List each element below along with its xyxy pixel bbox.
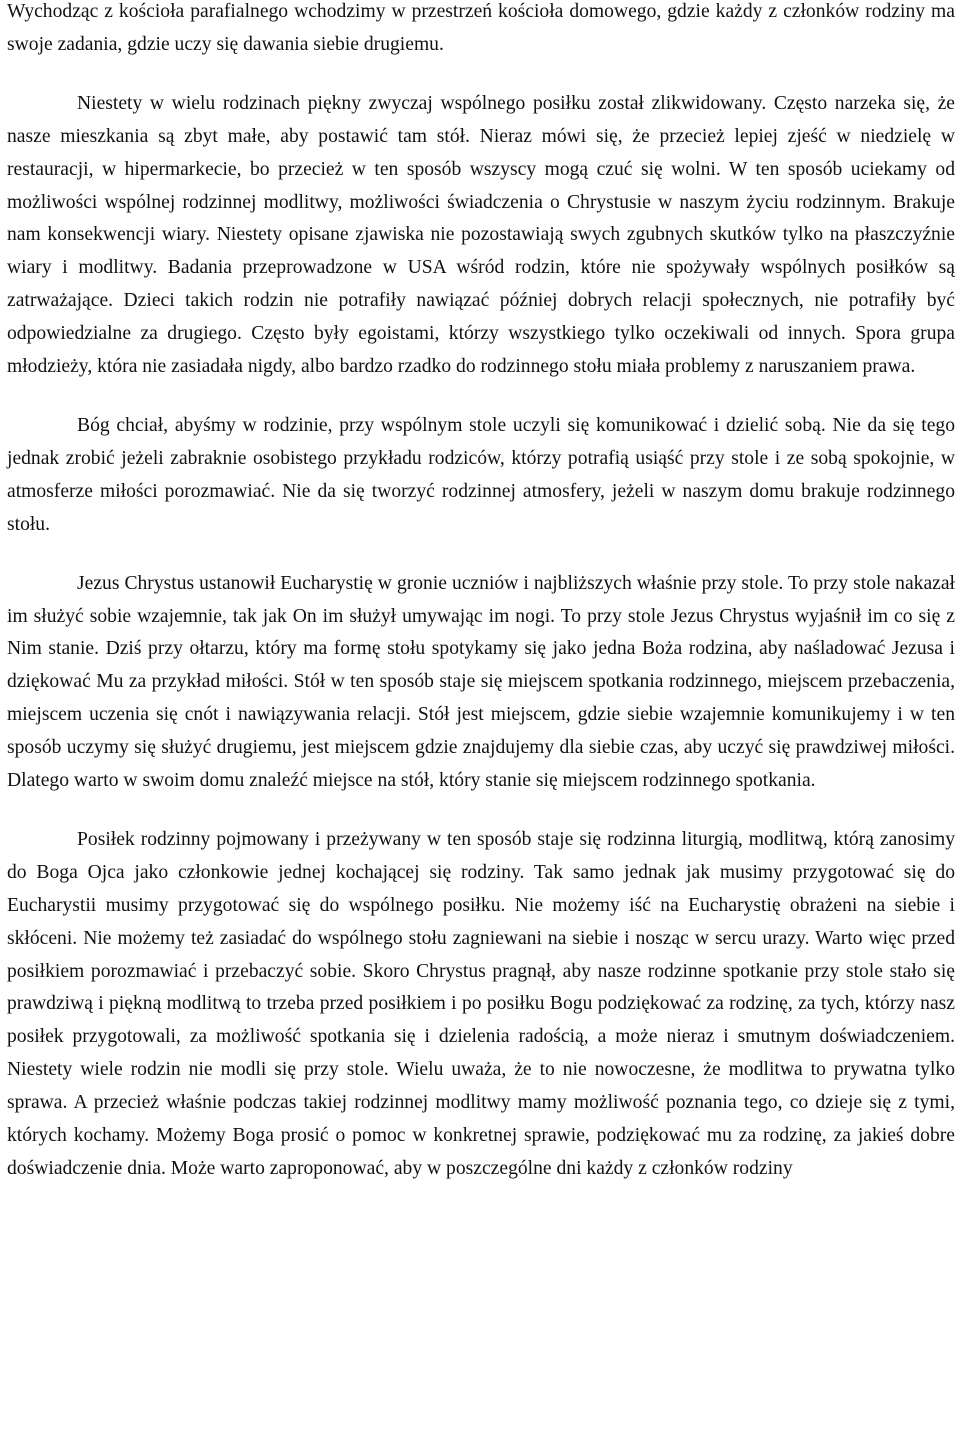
paragraph-3: Bóg chciał, abyśmy w rodzinie, przy wspólnym stole uczyli się komunikować i dzielić sobą. Nie da się tego jednak zrobić jeżeli zabraknie osobistego przykładu rodziców, którzy potrafią usiąść przy stole i ze sobą spokojnie, w atmosferze miłości porozmawiać. Nie da się tworzyć rodzinnej atmosfery, jeżeli w naszym domu brakuje rodzinnego stołu.	[7, 414, 955, 535]
paragraph-4: Jezus Chrystus ustanowił Eucharystię w gronie uczniów i najbliższych właśnie przy stole. To przy stole nakazał im służyć sobie wzajemnie, tak jak On im służył umywając im nogi. To przy stole Jezus Chrystus wyjaśnił im co się z Nim stanie. Dziś przy ołtarzu, który ma formę stołu spotykamy się jako jedna Boża rodzina, aby naśladować Jezusa i dziękować Mu za przykład miłości. Stół w ten sposób staje się miejscem spotkania rodzinnego, miejscem przebaczenia, miejscem uczenia się cnót i nawiązywania relacji. Stół jest miejscem, gdzie siebie wzajemnie komunikujemy i w ten sposób uczymy się służyć drugiemu, jest miejscem gdzie znajdujemy dla siebie czas, aby uczyć się prawdziwej miłości. Dlatego warto w swoim domu znaleźć miejsce na stół, który stanie się miejscem rodzinnego spotkania.	[7, 572, 955, 792]
paragraph-2: Niestety w wielu rodzinach piękny zwyczaj wspólnego posiłku został zlikwidowany. Często narzeka się, że nasze mieszkania są zbyt małe, aby postawić tam stół. Nieraz mówi się, że przecież lepiej zjeść w niedzielę w restauracji, w hipermarkecie, bo przecież w ten sposób wszyscy mogą czuć się wolni. W ten sposób uciekamy od możliwości wspólnej rodzinnej modlitwy, możliwości świadczenia o Chrystusie w naszym życiu rodzinnym. Brakuje nam konsekwencji wiary. Niestety opisane zjawiska nie pozostawiają swych zgubnych skutków tylko na płaszczyźnie wiary i modlitwy. Badania przeprowadzone w USA wśród rodzin, które nie spożywały wspólnych posiłków są zatrważające. Dzieci takich rodzin nie potrafiły nawiązać później dobrych relacji społecznych, nie potrafiły być odpowiedzialne za drugiego. Często były egoistami, którzy wszystkiego tylko oczekiwali od innych. Spora grupa młodzieży, która nie zasiadała nigdy, albo bardzo rzadko do rodzinnego stołu miała problemy z naruszaniem prawa.	[7, 92, 955, 378]
document-page	[7, 0, 955, 1186]
paragraph-5: Posiłek rodzinny pojmowany i przeżywany w ten sposób staje się rodzinna liturgią, modlitwą, którą zanosimy do Boga Ojca jako członkowie jednej kochającej się rodziny. Tak samo jednak jak musimy przygotować się do Eucharystii musimy przygotować się do wspólnego posiłku. Nie możemy iść na Eucharystię obrażeni na siebie i skłóceni. Nie możemy też zasiadać do wspólnego stołu zagniewani na siebie i nosząc w sercu urazy. Warto więc przed posiłkiem porozmawiać i przebaczyć sobie. Skoro Chrystus pragnął, aby nasze rodzinne spotkanie przy stole stało się prawdziwą i piękną modlitwą to trzeba przed posiłkiem i po posiłku Bogu podziękować za rodzinę, za tych, którzy nasz posiłek przygotowali, za możliwość spotkania się i dzielenia radością, a może nieraz i smutnym doświadczeniem. Niestety wiele rodzin nie modli się przy stole. Wielu uważa, że to nie nowoczesne, że modlitwa to prywatna tylko sprawa. A przecież właśnie podczas takiej rodzinnej modlitwy mamy możliwość poznania tego, co dzieje się z tymi, których kochamy. Możemy Boga prosić o pomoc w konkretnej sprawie, podziękować mu za rodzinę, za jakieś dobre doświadczenie dnia. Może warto zaproponować, aby w poszczególne dni każdy z członków rodziny	[7, 828, 955, 1179]
paragraph-1: Wychodząc z kościoła parafialnego wchodzimy w przestrzeń kościoła domowego, gdzie każdy z członków rodziny ma swoje zadania, gdzie uczy się dawania siebie drugiemu.	[7, 1, 955, 55]
